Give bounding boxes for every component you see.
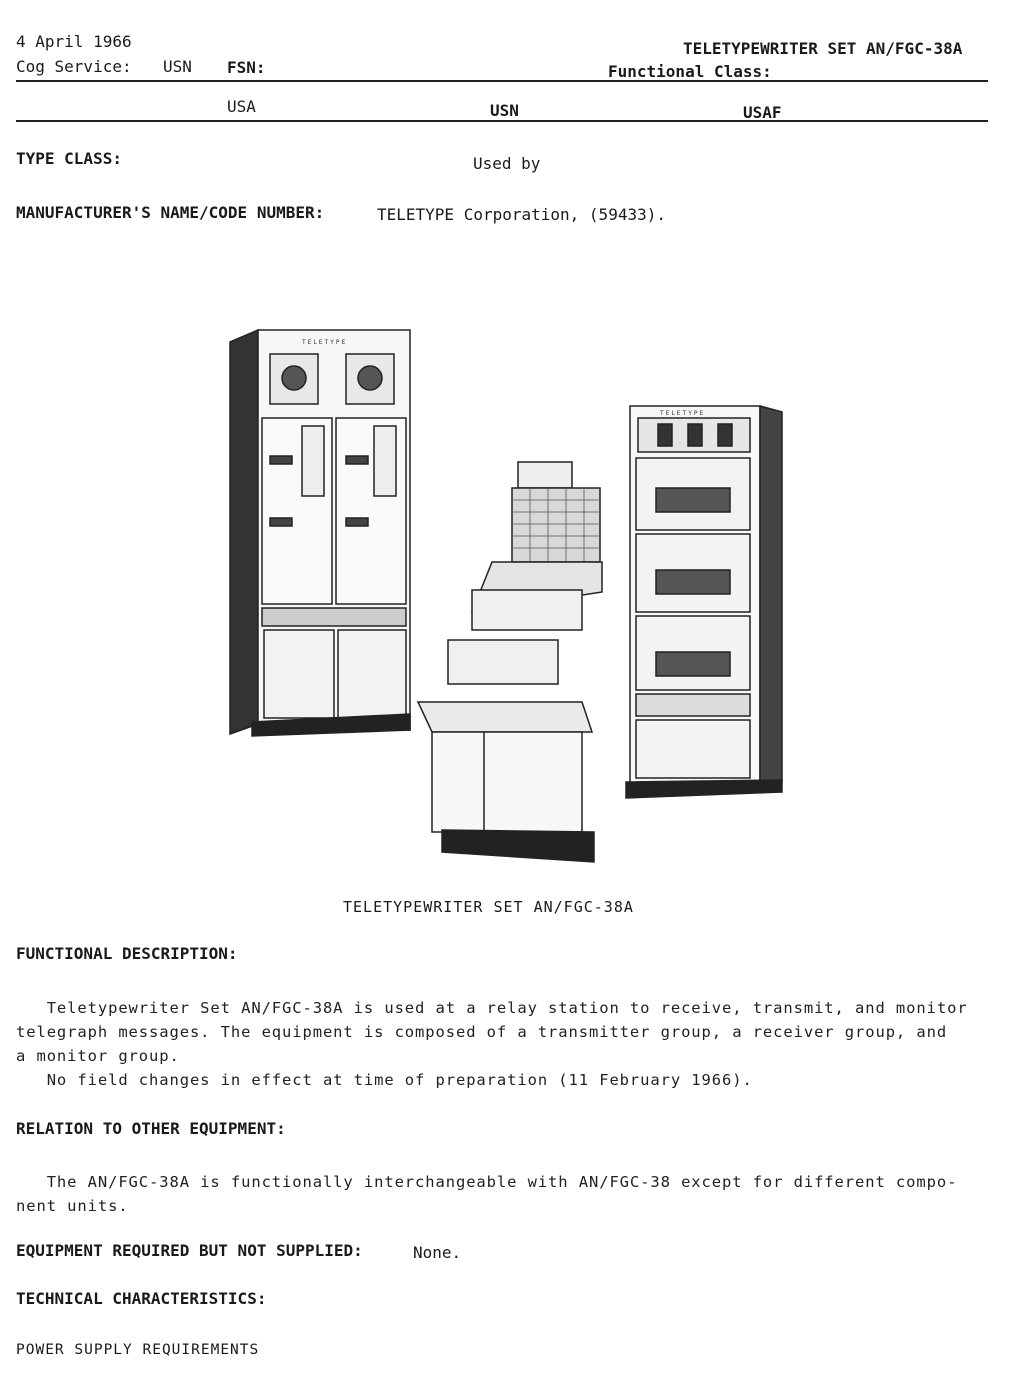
functional-description-line: Teletypewriter Set AN/FGC-38A is used at a relay station to receive, transmit, and monitor: [16, 999, 968, 1017]
relation-heading: RELATION TO OTHER EQUIPMENT:: [16, 1119, 286, 1138]
technical-heading: TECHNICAL CHARACTERISTICS:: [16, 1289, 267, 1308]
relation-line: The AN/FGC-38A is functionally interchangeable with AN/FGC-38 except for different compo-: [16, 1173, 958, 1191]
fsn-label: FSN:: [227, 58, 266, 77]
right-cabinet-badge: TELETYPE: [660, 410, 706, 417]
center-console: [418, 462, 602, 862]
equipment-required-value: None.: [413, 1243, 462, 1262]
functional-description-line: No field changes in effect at time of preparation (11 February 1966).: [16, 1071, 753, 1089]
right-cabinet: [626, 406, 782, 798]
relation-line: nent units.: [16, 1197, 129, 1215]
functional-description-body: [16, 996, 968, 1092]
equipment-photo: [222, 322, 792, 870]
functional-class-label: Functional Class:: [608, 62, 772, 81]
manufacturer-value: TELETYPE Corporation, (59433).: [377, 205, 666, 224]
equipment-required-heading: EQUIPMENT REQUIRED BUT NOT SUPPLIED:: [16, 1241, 363, 1260]
functional-description-line: telegraph messages. The equipment is composed of a transmitter group, a receiver group, and: [16, 1023, 948, 1041]
relation-body: [16, 1170, 957, 1218]
used-by-usa: USA: [227, 97, 256, 116]
header-rule: [16, 80, 988, 82]
left-cabinet-badge: TELETYPE: [302, 339, 348, 346]
technical-subheading: POWER SUPPLY REQUIREMENTS: [16, 1342, 260, 1358]
used-by-rule: [16, 120, 988, 122]
cog-service-value: USN: [163, 57, 192, 76]
functional-description-heading: FUNCTIONAL DESCRIPTION:: [16, 944, 238, 963]
left-cabinet: [230, 330, 410, 736]
date: 4 April 1966: [16, 32, 132, 51]
used-by-usaf: USAF: [743, 103, 782, 122]
functional-description-line: a monitor group.: [16, 1047, 180, 1065]
cog-service-label: Cog Service:: [16, 57, 132, 76]
manufacturer-label: MANUFACTURER'S NAME/CODE NUMBER:: [16, 203, 325, 222]
figure-caption: TELETYPEWRITER SET AN/FGC-38A: [343, 898, 634, 916]
used-by-label: Used by: [473, 154, 541, 173]
type-class-label: TYPE CLASS:: [16, 149, 122, 168]
document-title: TELETYPEWRITER SET AN/FGC-38A: [683, 39, 963, 58]
used-by-usn: USN: [490, 101, 519, 120]
